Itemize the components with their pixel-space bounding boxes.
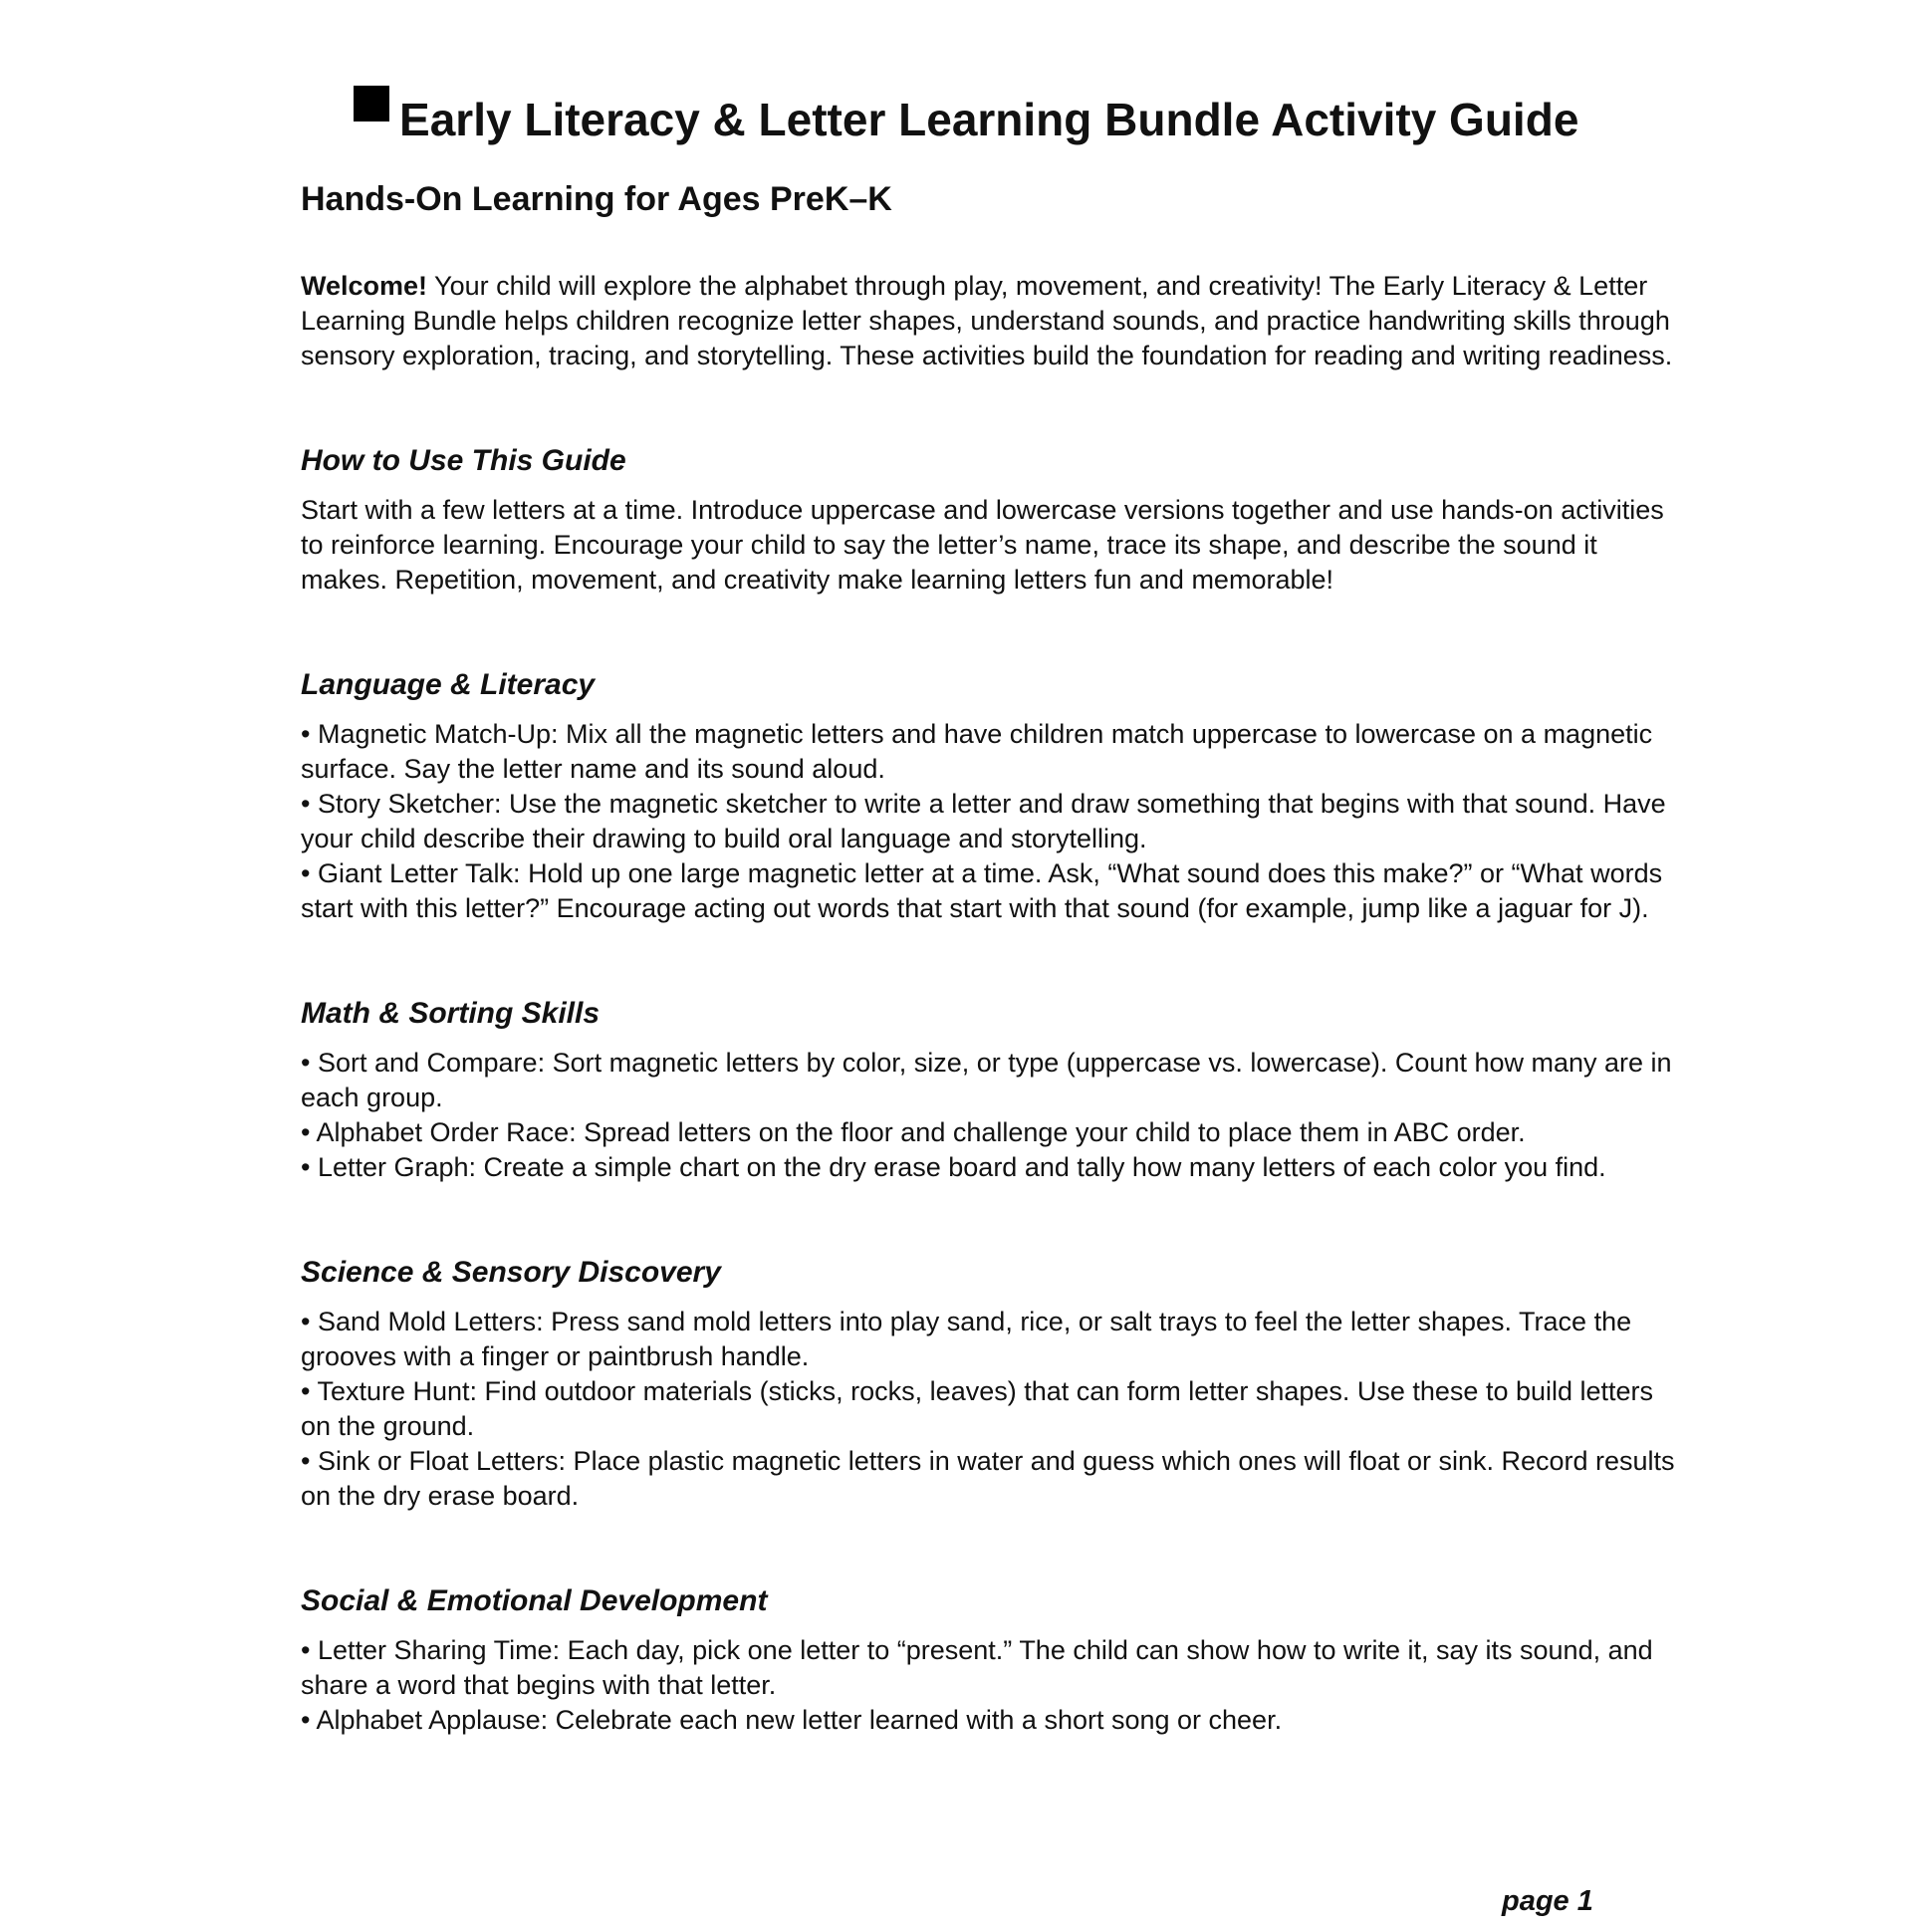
title-row <box>0 86 1932 146</box>
section-science-sensory <box>301 1253 1675 1514</box>
document-body <box>301 175 1675 1738</box>
bullet-item: • Giant Letter Talk: Hold up one large magnetic letter at a time. Ask, “What sound does this make?” or “What words start with this letter?” Encourage acting out words that start with that sound (for example, jump like a jaguar for J). <box>301 858 1663 923</box>
section-language-literacy <box>301 665 1675 926</box>
page-title: Early Literacy & Letter Learning Bundle Activity Guide <box>399 94 1579 145</box>
bullet-item: • Sort and Compare: Sort magnetic letters by color, size, or type (uppercase vs. lowercase). Count how many are in each group. <box>301 1048 1672 1112</box>
welcome-text: Your child will explore the alphabet through play, movement, and creativity! The Early Literacy & Letter Learning Bundle helps children recognize letter shapes, understand sounds, and practice handwriting skills through sensory exploration, tracing, and storytelling. These activities build the foundation for reading and writing readiness. <box>301 271 1673 370</box>
bullet-item: • Sink or Float Letters: Place plastic magnetic letters in water and guess which ones will float or sink. Record results on the dry erase board. <box>301 1446 1675 1511</box>
section-how-to-use <box>301 441 1675 598</box>
section-social-emotional <box>301 1581 1675 1738</box>
section-paragraph: Start with a few letters at a time. Introduce uppercase and lowercase versions together and use hands-on activities to reinforce learning. Encourage your child to say the letter’s name, trace its shape, and describe the sound it makes. Repetition, movement, and creativity make learning letters fun and memorable! <box>301 495 1664 595</box>
section-heading: Math & Sorting Skills <box>301 997 601 1030</box>
welcome-label: Welcome! <box>301 271 428 301</box>
page-subtitle: Hands-On Learning for Ages PreK–K <box>301 180 892 218</box>
bullet-item: • Letter Graph: Create a simple chart on the dry erase board and tally how many letters of each color you find. <box>301 1152 1606 1182</box>
bullet-item: • Texture Hunt: Find outdoor materials (sticks, rocks, leaves) that can form letter shapes. Use these to build letters on the ground. <box>301 1376 1654 1441</box>
section-heading: How to Use This Guide <box>301 444 626 477</box>
bullet-item: • Sand Mold Letters: Press sand mold letters into play sand, rice, or salt trays to feel the letter shapes. Trace the grooves with a finger or paintbrush handle. <box>301 1307 1632 1371</box>
black-square-icon <box>354 86 389 121</box>
section-heading: Language & Literacy <box>301 668 596 701</box>
bullet-item: • Magnetic Match-Up: Mix all the magnetic letters and have children match uppercase to lowercase on a magnetic surface. Say the letter name and its sound aloud. <box>301 719 1653 784</box>
section-heading: Science & Sensory Discovery <box>301 1256 721 1289</box>
bullet-item: • Alphabet Applause: Celebrate each new letter learned with a short song or cheer. <box>301 1705 1283 1735</box>
section-math-sorting <box>301 994 1675 1185</box>
welcome-paragraph <box>301 269 1675 373</box>
bullet-item: • Alphabet Order Race: Spread letters on the floor and challenge your child to place them in ABC order. <box>301 1117 1526 1147</box>
bullet-item: • Story Sketcher: Use the magnetic sketcher to write a letter and draw something that begins with that sound. Have your child describe their drawing to build oral language and storytelling. <box>301 789 1666 853</box>
section-heading: Social & Emotional Development <box>301 1584 768 1617</box>
bullet-item: • Letter Sharing Time: Each day, pick one letter to “present.” The child can show how to write it, say its sound, and share a word that begins with that letter. <box>301 1635 1653 1700</box>
page-number: page 1 <box>1502 1885 1593 1917</box>
